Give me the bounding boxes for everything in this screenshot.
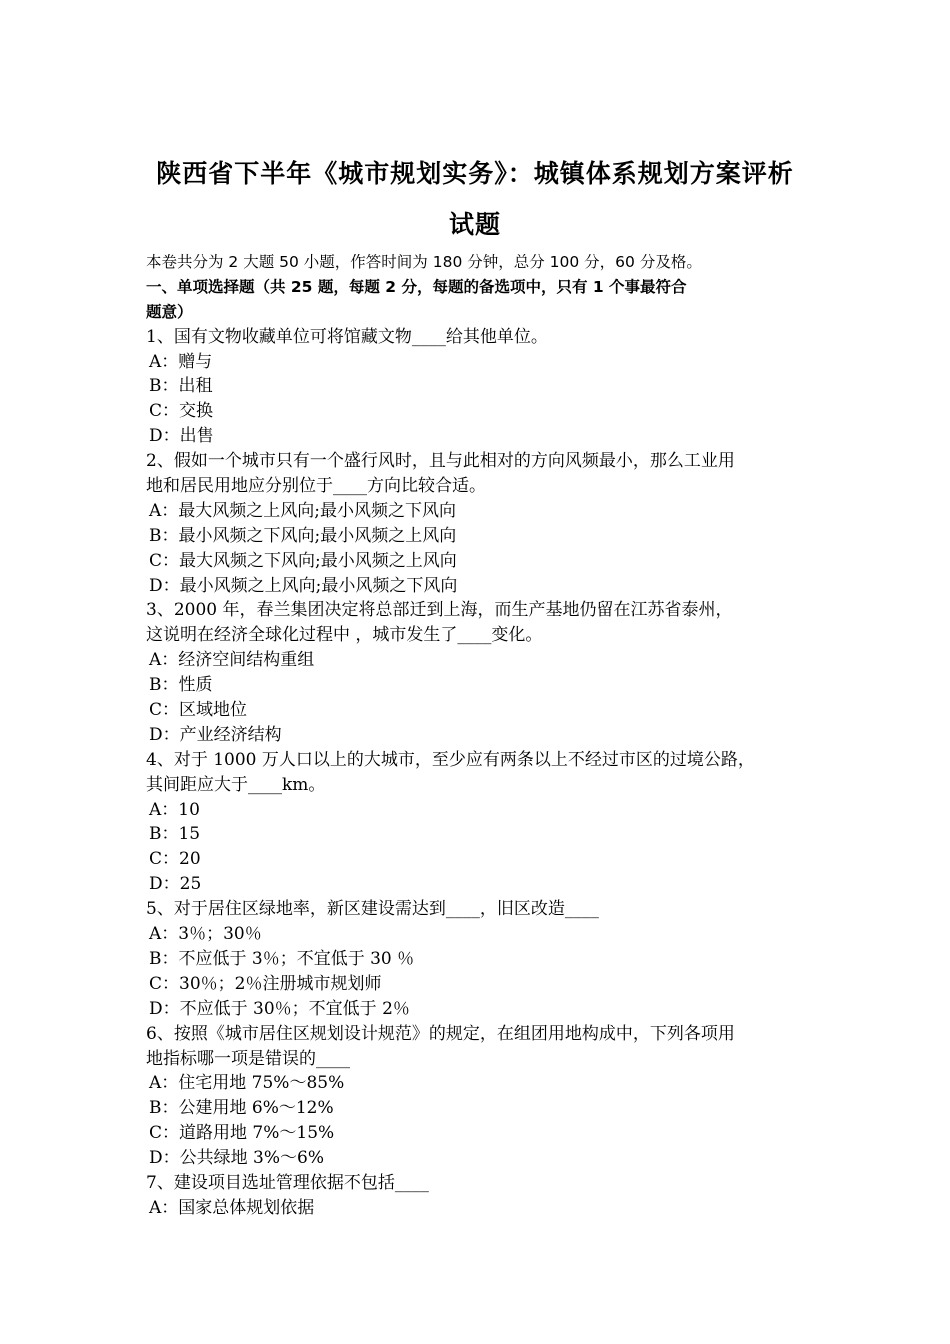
question-item bbox=[146, 748, 826, 897]
answer-option: B：公建用地 6%～12% bbox=[149, 1098, 334, 1119]
question-stem-line: 1、国有文物收藏单位可将馆藏文物____给其他单位。 bbox=[146, 326, 548, 347]
question-stem-line: 2、假如一个城市只有一个盛行风时，且与此相对的方向风频最小，那么工业用 bbox=[146, 451, 735, 472]
question-item bbox=[146, 897, 826, 1021]
question-item bbox=[146, 325, 826, 449]
answer-option: C：30％；2％注册城市规划师 bbox=[149, 973, 382, 994]
question-item bbox=[146, 449, 826, 598]
question-stem-line: 7、建设项目选址管理依据不包括____ bbox=[146, 1172, 429, 1193]
answer-option: D：公共绿地 3%～6% bbox=[149, 1148, 324, 1169]
answer-option: C：最大风频之下风向;最小风频之上风向 bbox=[149, 550, 457, 571]
answer-option: C：区域地位 bbox=[149, 700, 248, 721]
answer-option: A：最大风频之上风向;最小风频之下风向 bbox=[149, 500, 457, 521]
answer-option: B：最小风频之下风向;最小风频之上风向 bbox=[149, 525, 457, 546]
answer-option: B：出租 bbox=[149, 376, 213, 397]
document-title-line2: 试题 bbox=[448, 210, 501, 239]
answer-option: A：10 bbox=[149, 799, 200, 820]
document-body bbox=[146, 250, 826, 1221]
question-stem-line: 地和居民用地应分别位于____方向比较合适。 bbox=[146, 476, 486, 497]
section-heading-line2: 题意） bbox=[146, 302, 193, 321]
section-heading-line1: 一、单项选择题（共 25 题，每题 2 分，每题的备选项中，只有 1 个事最符合 bbox=[146, 277, 687, 296]
question-item bbox=[146, 1022, 826, 1171]
answer-option: C：交换 bbox=[149, 401, 214, 422]
question-stem-line: 其间距应大于____km。 bbox=[146, 774, 326, 795]
exam-intro: 本卷共分为 2 大题 50 小题，作答时间为 180 分钟，总分 100 分，60 分及格。 bbox=[146, 253, 702, 271]
answer-option: B：性质 bbox=[149, 675, 213, 696]
question-stem-line: 这说明在经济全球化过程中 ，城市发生了____变化。 bbox=[146, 625, 543, 646]
answer-option: D：不应低于 30％；不宜低于 2％ bbox=[149, 998, 410, 1019]
question-stem-line: 4、对于 1000 万人口以上的大城市，至少应有两条以上不经过市区的过境公路， bbox=[146, 749, 755, 770]
answer-option: A：经济空间结构重组 bbox=[149, 650, 315, 671]
answer-option: C：20 bbox=[149, 849, 201, 870]
answer-option: A：国家总体规划依据 bbox=[149, 1197, 315, 1218]
question-stem-line: 6、按照《城市居住区规划设计规范》的规定，在组团用地构成中，下列各项用 bbox=[146, 1023, 735, 1044]
question-item bbox=[146, 1171, 826, 1221]
answer-option: D：最小风频之上风向;最小风频之下风向 bbox=[149, 575, 458, 596]
question-stem-line: 5、对于居住区绿地率，新区建设需达到____，旧区改造____ bbox=[146, 899, 599, 920]
question-stem-line: 地指标哪一项是错误的____ bbox=[146, 1048, 350, 1069]
answer-option: A：住宅用地 75%～85% bbox=[149, 1073, 345, 1094]
answer-option: D：产业经济结构 bbox=[149, 724, 282, 745]
answer-option: C：道路用地 7%～15% bbox=[149, 1123, 335, 1144]
question-stem-line: 3、2000 年，春兰集团决定将总部迁到上海，而生产基地仍留在江苏省泰州， bbox=[146, 600, 733, 621]
question-list bbox=[146, 325, 826, 1221]
answer-option: D：出售 bbox=[149, 426, 214, 447]
answer-option: B：15 bbox=[149, 824, 201, 845]
answer-option: A：3％；30％ bbox=[149, 924, 262, 945]
document-title-line1: 陕西省下半年《城市规划实务》：城镇体系规划方案评析 bbox=[156, 159, 794, 188]
answer-option: B：不应低于 3％；不宜低于 30 ％ bbox=[149, 948, 415, 969]
answer-option: D：25 bbox=[149, 874, 202, 895]
question-item bbox=[146, 598, 826, 747]
answer-option: A：赠与 bbox=[149, 351, 213, 372]
